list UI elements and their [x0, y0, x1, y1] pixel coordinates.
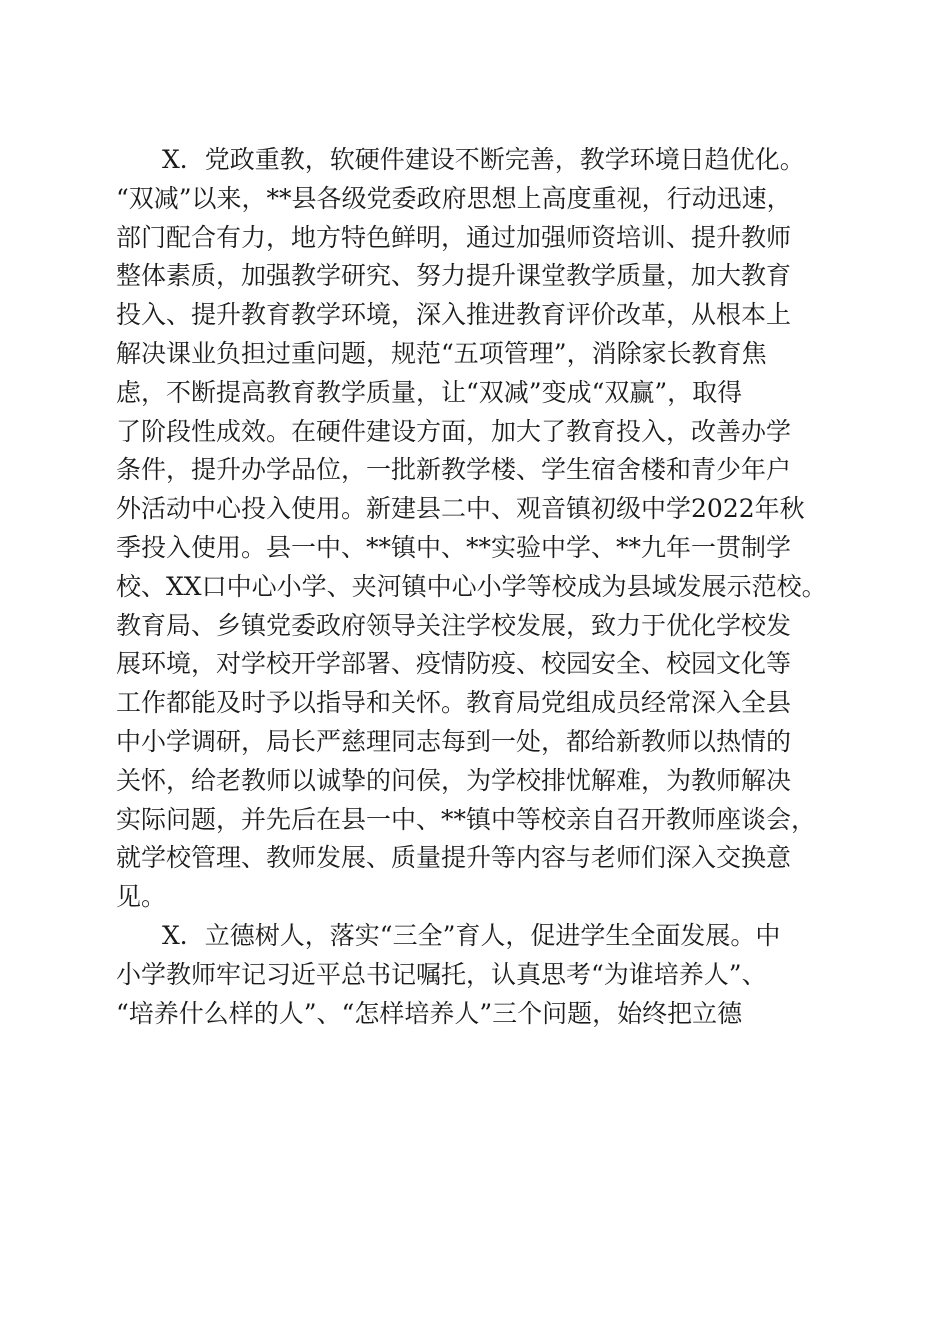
paragraph-1: [116, 141, 836, 917]
paragraph-line: 就学校管理、教师发展、质量提升等内容与老师们深入交换意: [116, 843, 792, 873]
paragraph-line: 虑，不断提高教育教学质量，让“双减”变成“双赢”，取得: [116, 377, 743, 407]
paragraph-line: 投入、提升教育教学环境，深入推进教育评价改革，从根本上: [116, 300, 792, 330]
document-body: [116, 141, 836, 1033]
paragraph-line: 展环境，对学校开学部署、疫情防疫、校园安全、校园文化等: [116, 649, 792, 679]
paragraph-line: 部门配合有力，地方特色鲜明，通过加强师资培训、提升教师: [116, 222, 792, 252]
paragraph-line: 了阶段性成效。在硬件建设方面，加大了教育投入，改善办学: [116, 416, 792, 446]
paragraph-2: [116, 917, 836, 1033]
paragraph-line: 关怀，给老教师以诚挚的问侯，为学校排忧解难，为教师解决: [116, 765, 792, 795]
paragraph-line: 整体素质，加强教学研究、努力提升课堂教学质量，加大教育: [116, 261, 792, 291]
paragraph-line: “培养什么样的人”、“怎样培养人”三个问题，始终把立德: [116, 998, 743, 1028]
paragraph-line: 见。: [116, 882, 167, 912]
paragraph-line: “双减”以来，**县各级党委政府思想上高度重视，行动迅速，: [116, 183, 792, 213]
paragraph-line: 实际问题，并先后在县一中、**镇中等校亲自召开教师座谈会，: [116, 804, 817, 834]
paragraph-line: 解决课业负担过重问题，规范“五项管理”，消除家长教育焦: [116, 338, 767, 368]
paragraph-line: X．立德树人，落实“三全”育人，促进学生全面发展。中: [162, 920, 781, 950]
paragraph-line: X．党政重教，软硬件建设不断完善，教学环境日趋优化。: [162, 145, 805, 174]
paragraph-line: 条件，提升办学品位，一批新教学楼、学生宿舍楼和青少年户: [116, 455, 792, 485]
paragraph-line: 中小学调研，局长严慈理同志每到一处，都给新教师以热情的: [116, 726, 792, 756]
paragraph-line: 工作都能及时予以指导和关怀。教育局党组成员经常深入全县: [116, 688, 792, 718]
paragraph-line: 外活动中心投入使用。新建县二中、观音镇初级中学2022年秋: [116, 494, 805, 524]
paragraph-line: 季投入使用。县一中、**镇中、**实验中学、**九年一贯制学: [116, 532, 792, 562]
paragraph-line: 校、XX口中心小学、夹河镇中心小学等校成为县域发展示范校。: [116, 571, 827, 601]
paragraph-line: 小学教师牢记习近平总书记嘱托，认真思考“为谁培养人”、: [116, 959, 767, 989]
paragraph-line: 教育局、乡镇党委政府领导关注学校发展，致力于优化学校发: [116, 610, 792, 640]
